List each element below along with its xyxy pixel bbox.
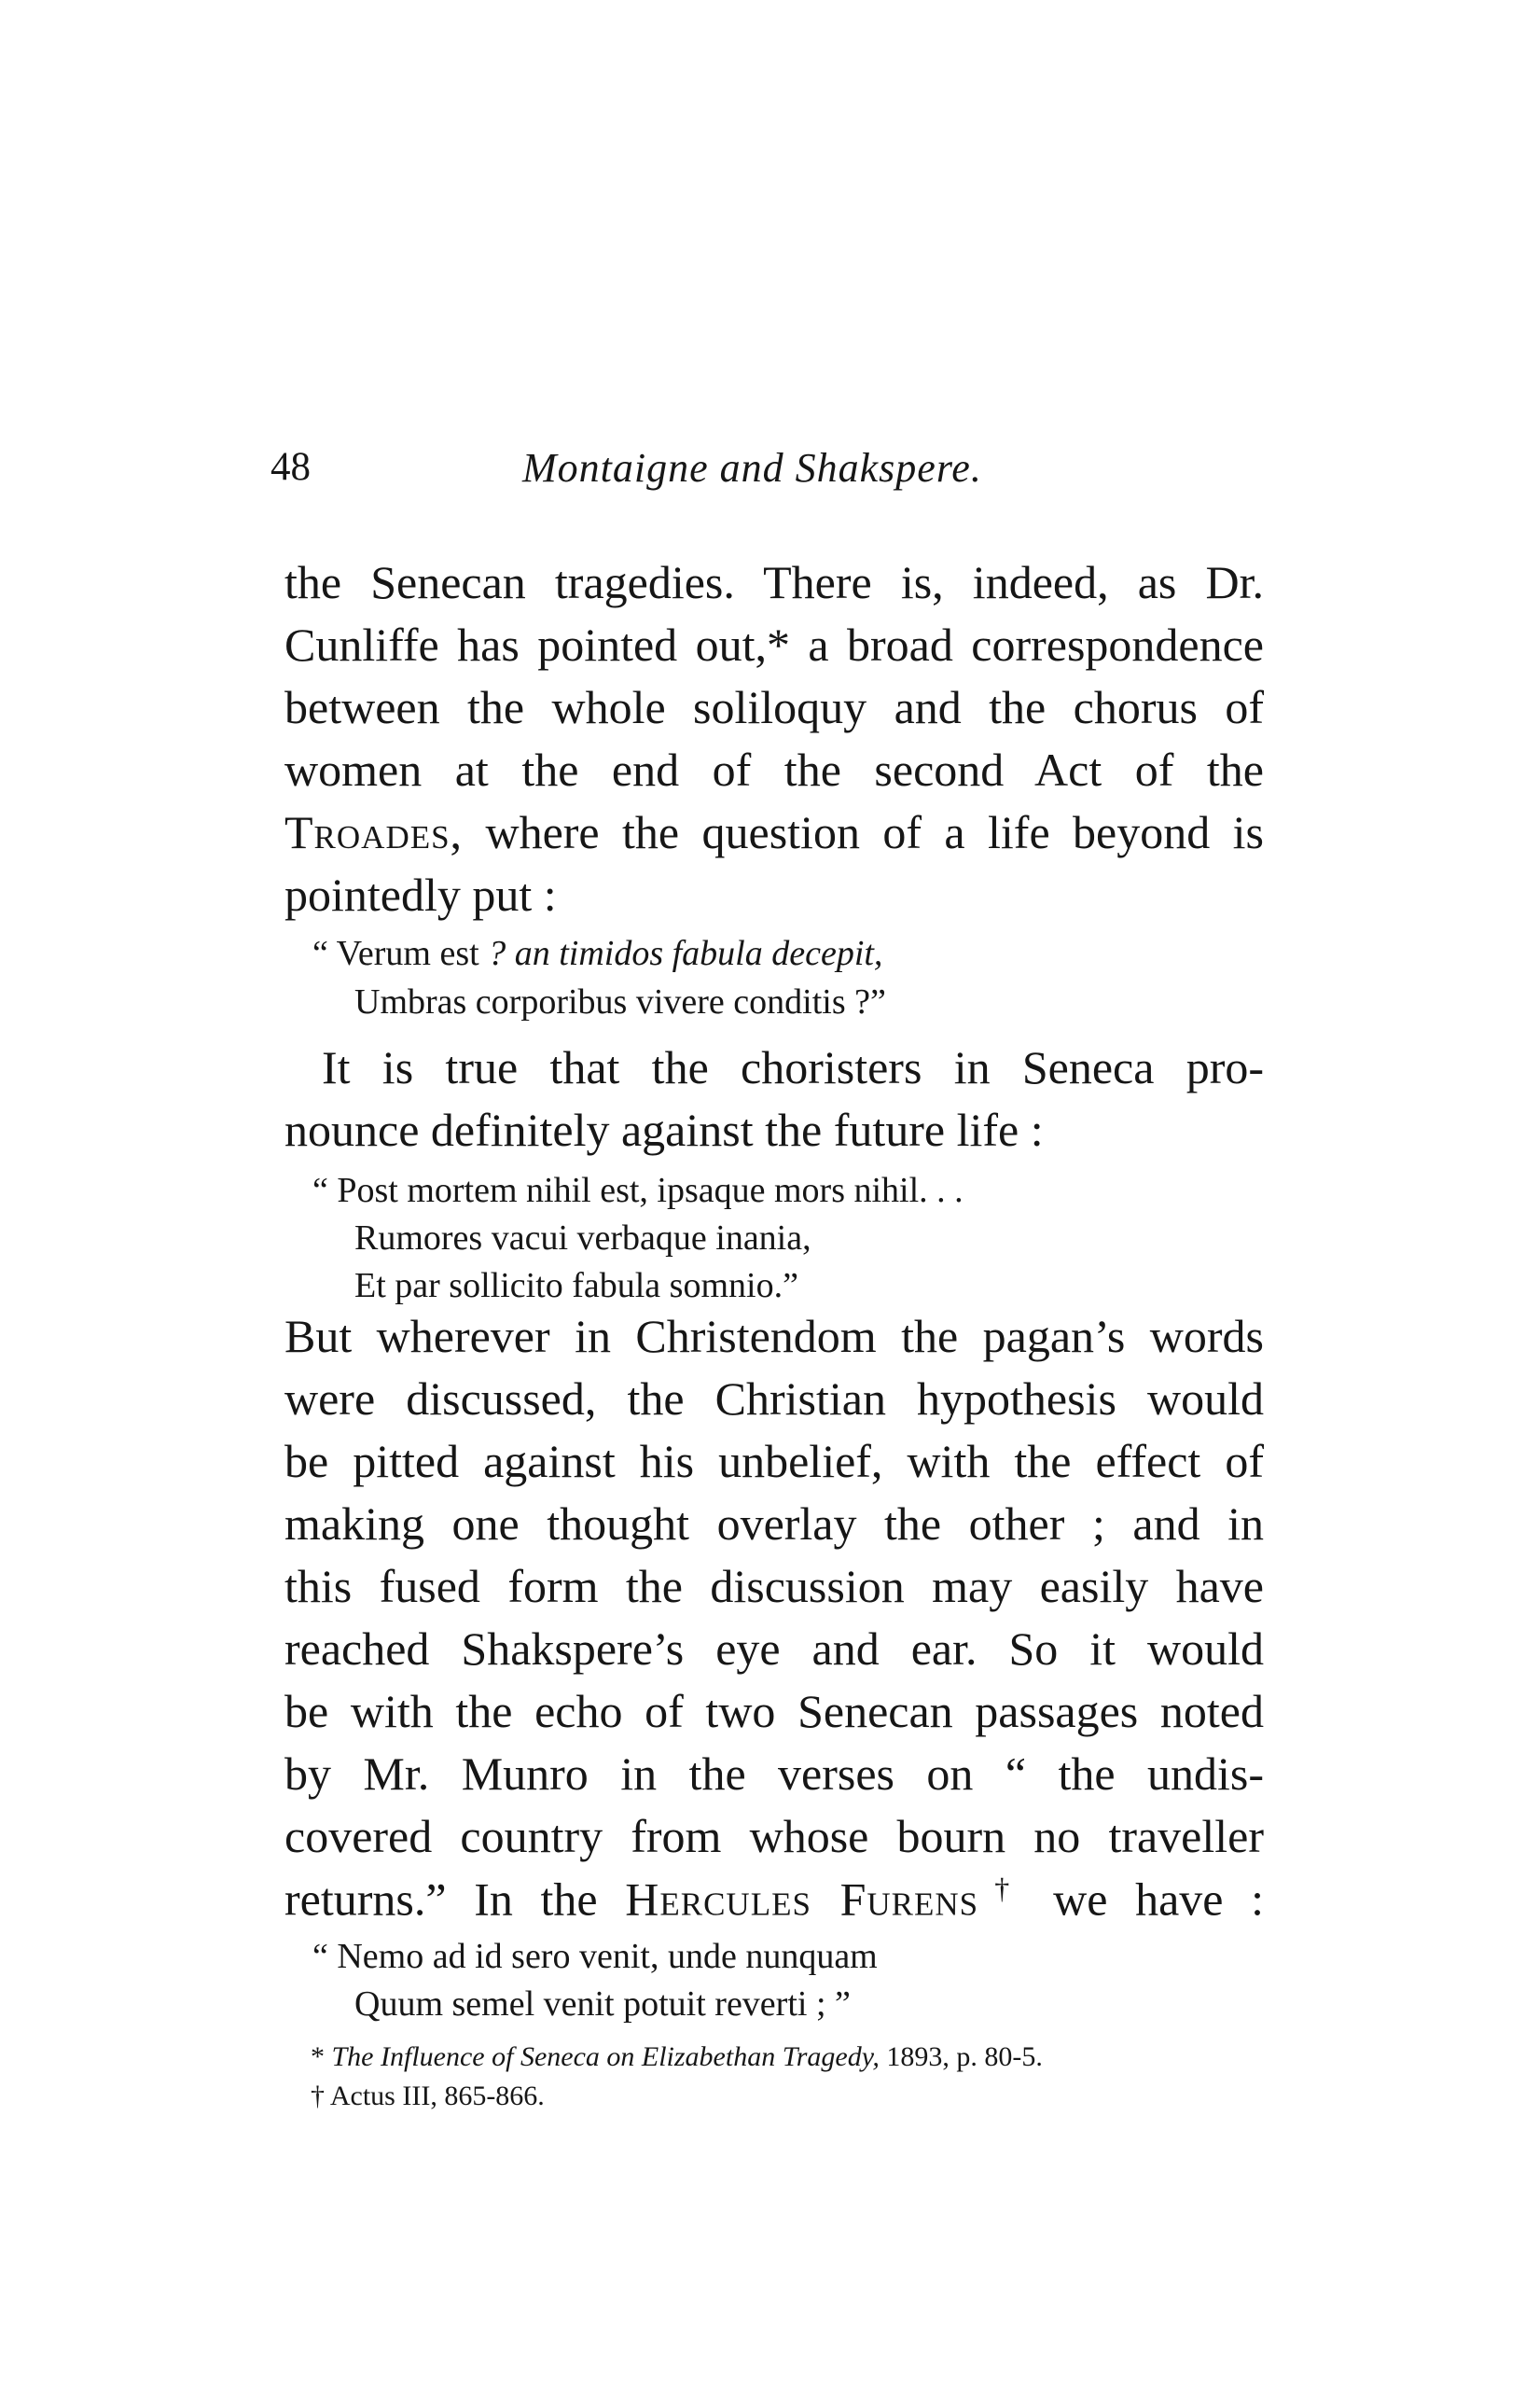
text-line: pointedly put : bbox=[284, 869, 557, 921]
text-line: nounce definitely against the future life : bbox=[284, 1104, 1044, 1156]
text-run: where the question of a life beyond is bbox=[463, 806, 1264, 858]
footnote-text: Actus III, 865-866. bbox=[329, 2081, 545, 2111]
page-number: 48 bbox=[270, 445, 311, 489]
footnote bbox=[311, 2081, 545, 2112]
footnote-mark: † bbox=[311, 2081, 325, 2111]
text-line: by Mr. Munro in the verses on “ the undis- bbox=[284, 1747, 1264, 1800]
quotation-line: “ Post mortem nihil est, ipsaque mors nihil. . . bbox=[312, 1171, 964, 1210]
text-line: be pitted against his unbelief, with the effect of bbox=[284, 1435, 1264, 1487]
quotation-line: Et par sollicito fabula somnio.” bbox=[354, 1266, 798, 1305]
quotation-line: “ Nemo ad id sero venit, unde nunquam bbox=[312, 1937, 878, 1976]
footnote-text: 1893, p. 80-5. bbox=[879, 2041, 1043, 2072]
small-caps-title: Hercules Furens bbox=[625, 1872, 979, 1926]
text-line: between the whole soliloquy and the chorus of bbox=[284, 681, 1264, 733]
text-line: reached Shakspere’s eye and ear. So it would bbox=[284, 1622, 1264, 1675]
text-line: It is true that the choristers in Seneca pro- bbox=[322, 1041, 1264, 1093]
text-line: But wherever in Christendom the pagan’s words bbox=[284, 1310, 1264, 1362]
text-line bbox=[284, 805, 1264, 859]
text-run: we have : bbox=[1025, 1872, 1264, 1926]
running-title: Montaigne and Shakspere. bbox=[522, 445, 982, 491]
quotation-line: Quum semel venit potuit reverti ; ” bbox=[354, 1984, 851, 2024]
quotation-line: Rumores vacui verbaque inania, bbox=[354, 1218, 811, 1258]
quotation-line bbox=[312, 933, 882, 974]
footnote bbox=[311, 2041, 1043, 2073]
text-line: be with the echo of two Senecan passages noted bbox=[284, 1685, 1264, 1737]
footnote-title: The Influence of Seneca on Elizabethan Tragedy, bbox=[331, 2041, 880, 2072]
quotation-line: Umbras corporibus vivere conditis ?” bbox=[354, 982, 886, 1022]
text-line: Cunliffe has pointed out,* a broad correspondence bbox=[284, 619, 1264, 671]
text-run: “ Verum est bbox=[312, 934, 489, 973]
footnote-mark: † bbox=[978, 1872, 1026, 1905]
text-line: were discussed, the Christian hypothesis would bbox=[284, 1372, 1264, 1425]
footnote-mark: * bbox=[311, 2041, 325, 2072]
small-caps-title: Troades, bbox=[284, 806, 464, 858]
text-line bbox=[284, 1872, 1264, 1927]
text-run: returns.” In the bbox=[284, 1872, 626, 1926]
text-line: making one thought overlay the other ; and in bbox=[284, 1497, 1264, 1550]
text-line: this fused form the discussion may easily have bbox=[284, 1560, 1264, 1612]
text-line: covered country from whose bourn no traveller bbox=[284, 1810, 1264, 1862]
italic-run: ? an timidos fabula decepit, bbox=[488, 934, 883, 973]
text-line: the Senecan tragedies. There is, indeed, as Dr. bbox=[284, 556, 1264, 608]
text-line: women at the end of the second Act of the bbox=[284, 744, 1264, 796]
